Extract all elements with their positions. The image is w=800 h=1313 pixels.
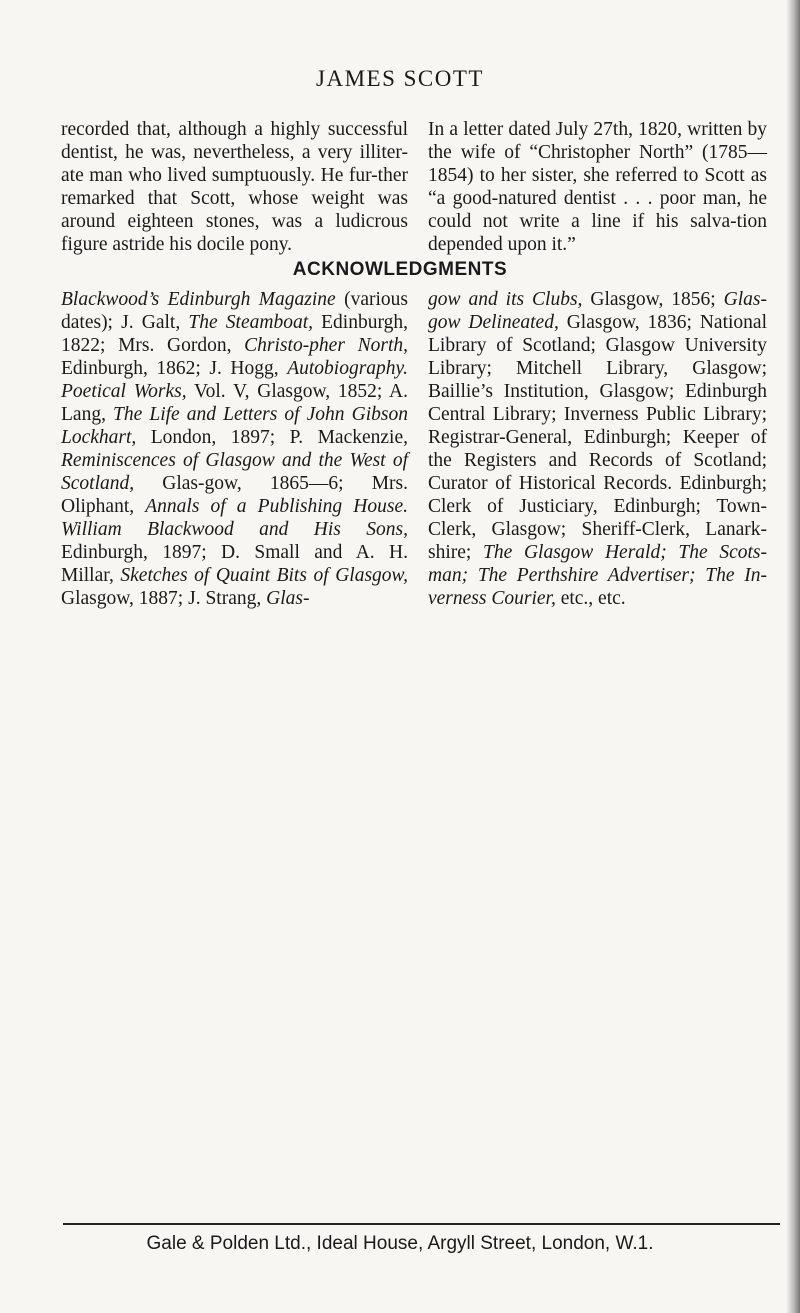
italic-title: Glas-gow Delineated, xyxy=(428,289,767,333)
citation-text: Edinburgh, 1862; J. Hogg, xyxy=(61,358,288,379)
italic-title: Blackwood’s Edinburgh Magazine xyxy=(61,289,336,310)
citation-text: Glasgow, 1856; xyxy=(582,289,724,310)
running-head: JAMES SCOTT xyxy=(316,66,484,91)
italic-title: Sketches of Quaint Bits of Glasgow, xyxy=(120,565,408,586)
printer-imprint: Gale & Polden Ltd., Ideal House, Argyll Street, London, W.1. xyxy=(146,1233,654,1254)
text-column-left xyxy=(61,118,408,256)
citation-text: etc., etc. xyxy=(555,588,626,609)
text-column-right xyxy=(428,118,767,256)
citation-text: Edinburgh, 1897; D. Small and A. H. Millar, xyxy=(61,542,408,586)
acknowledgments-text xyxy=(428,288,767,610)
footer-rule xyxy=(63,1223,780,1225)
italic-title: Christo-pher North, xyxy=(244,335,408,356)
citation-text: Glas-gow, 1865—6; Mrs. Oliphant, xyxy=(61,473,408,517)
citation-text: Glasgow, 1836; National Library of Scotland; Glasgow University Library; Mitchell Library, Glasgow; Baillie’s Institution, Glasgow; Edinburgh Central Library; Inverness Public Library; Registrar-General, Edinburgh; Keeper of the Registers and Records of Scotland; Curator of Historical Records. Edinburgh; Clerk of Justiciary, Edinburgh; Town-Clerk, Glasgow; Sheriff-Clerk, Lanark-shire; xyxy=(428,312,767,563)
citation-text: Vol. V, Glasgow, 1852; A. Lang, xyxy=(61,381,408,425)
citation-text: Glasgow, 1887; J. Strang, xyxy=(61,588,267,609)
body-paragraph: In a letter dated July 27th, 1820, written by the wife of “Christopher North” (1785—1854) to her sister, she referred to Scott as “a good-natured dentist . . . poor man, he could not write a line if his salva-tion depended upon it.” xyxy=(428,119,767,255)
italic-title: The Glasgow Herald; The Scots-man; The Perthshire Advertiser; The In-verness Courier, xyxy=(428,542,767,609)
italic-title: Reminiscences of Glasgow and the West of Scotland, xyxy=(61,450,408,494)
citation-text: London, 1897; P. Mackenzie, xyxy=(136,427,408,448)
italic-title: The Life and Letters of John Gibson Lockhart, xyxy=(61,404,408,448)
italic-title: gow and its Clubs, xyxy=(428,289,583,310)
acknowledgments-column-left xyxy=(61,288,408,610)
acknowledgments-column-right xyxy=(428,288,767,610)
page-edge-shadow xyxy=(786,0,800,1313)
italic-title: The Steamboat, xyxy=(188,312,313,333)
citation-text: (various dates); J. Galt, xyxy=(61,289,408,333)
citation-text: Edinburgh, 1822; Mrs. Gordon, xyxy=(61,312,408,356)
italic-title: Glas- xyxy=(266,588,310,609)
body-paragraph: recorded that, although a highly successful dentist, he was, nevertheless, a very illiter-ate man who lived sumptuously. He fur-ther remarked that Scott, whose weight was around eighteen stones, was a ludicrous figure astride his docile pony. xyxy=(61,119,408,255)
italic-title: Autobiography. Poetical Works, xyxy=(61,358,408,402)
acknowledgments-text xyxy=(61,288,408,610)
acknowledgments-heading: ACKNOWLEDGMENTS xyxy=(292,259,508,280)
italic-title: Annals of a Publishing House. William Blackwood and His Sons, xyxy=(61,496,408,540)
